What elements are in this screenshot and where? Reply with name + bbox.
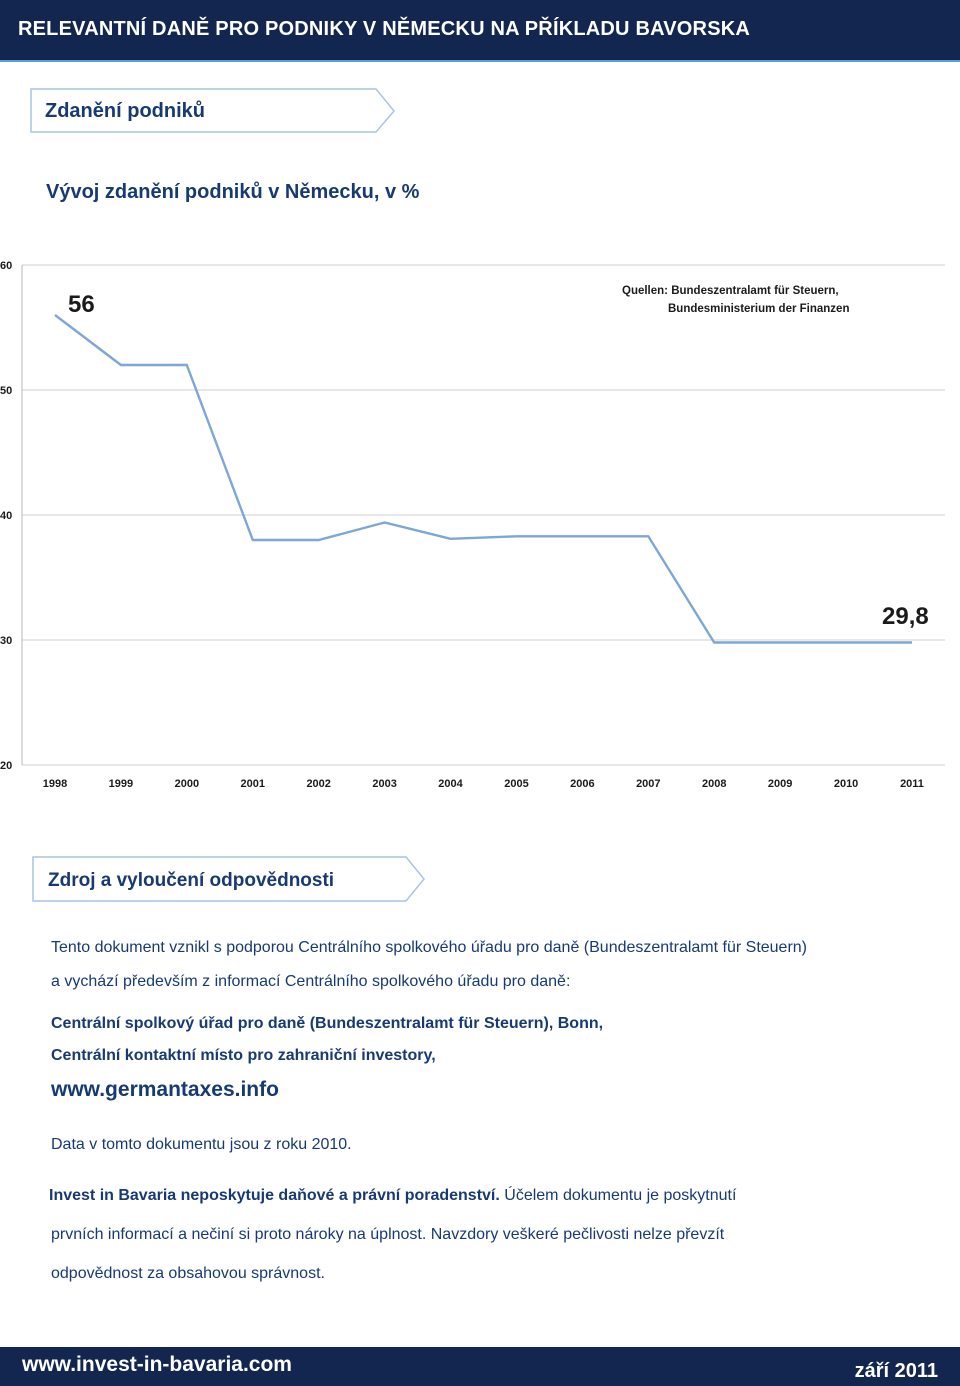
x-tick-label: 2004: [438, 778, 463, 790]
x-tick-label: 1999: [108, 778, 134, 790]
x-tick-label: 2005: [504, 778, 529, 790]
corporate-tax-chart: [0, 245, 960, 805]
x-tick-label: 2006: [570, 778, 595, 790]
x-tick-label: 2002: [306, 778, 331, 790]
header-bar: [0, 0, 960, 62]
x-tick-label: 2003: [372, 778, 397, 790]
x-tick-label: 2000: [174, 778, 200, 790]
section-label: Zdanění podniků: [45, 100, 205, 122]
x-tick-label: 1998: [42, 778, 68, 790]
body-text: Tento dokument vznikl s podporou Centrálního spolkového úřadu pro daně (Bundeszentralamt für Steuern): [51, 939, 808, 956]
series-line: [55, 315, 912, 643]
disclaimer-text: odpovědnost za obsahovou správnost.: [51, 1265, 325, 1282]
chart-title: Vývoj zdanění podniků v Německu, v %: [46, 181, 420, 203]
x-tick-label: 2001: [240, 778, 266, 790]
y-tick-label: 40: [0, 510, 13, 522]
page-title: RELEVANTNÍ DANĚ PRO PODNIKY V NĚMECKU NA PŘÍKLADU BAVORSKA: [18, 18, 751, 40]
y-tick-label: 60: [0, 260, 13, 272]
data-year-note: Data v tomto dokumentu jsou z roku 2010.: [51, 1136, 352, 1153]
disclaimer-bold: Invest in Bavaria neposkytuje daňové a právní poradenství.: [49, 1187, 500, 1204]
germantaxes-link[interactable]: www.germantaxes.info: [51, 1078, 279, 1101]
source-line-2: Bundesministerium der Finanzen: [668, 303, 850, 315]
x-tick-label: 2007: [636, 778, 661, 790]
x-tick-label: 2008: [701, 778, 727, 790]
footer-date: září 2011: [854, 1360, 938, 1382]
section-tag-source-disclaimer: [32, 856, 426, 903]
footer-website-link[interactable]: www.invest-in-bavaria.com: [22, 1353, 292, 1376]
contact-line: Centrální kontaktní místo pro zahraniční investory,: [51, 1047, 436, 1064]
y-tick-label: 20: [0, 760, 13, 772]
disclaimer-text: prvních informací a nečiní si proto nároky na úplnost. Navzdory veškeré pečlivosti nelze převzít: [51, 1226, 725, 1243]
source-line-1: Quellen: Bundeszentralamt für Steuern,: [622, 285, 839, 297]
section-label: Zdroj a vyloučení odpovědnosti: [48, 870, 335, 891]
x-tick-label: 2011: [900, 778, 924, 790]
disclaimer-rest: Účelem dokumentu je poskytnutí: [499, 1187, 737, 1204]
body-text: a vychází především z informací Centrálního spolkového úřadu pro daně:: [51, 973, 571, 990]
annotation-first-value: 56: [68, 291, 95, 318]
section-tag-business-taxation: [30, 88, 396, 134]
x-tick-label: 2009: [767, 778, 793, 790]
y-tick-label: 50: [0, 385, 13, 397]
disclaimer-text: [49, 1187, 736, 1205]
contact-line: Centrální spolkový úřad pro daně (Bundeszentralamt für Steuern), Bonn,: [51, 1015, 604, 1032]
x-tick-label: 2010: [833, 778, 859, 790]
y-tick-label: 30: [0, 635, 13, 647]
footer-bar: [0, 1347, 960, 1386]
annotation-last-value: 29,8: [882, 603, 929, 630]
